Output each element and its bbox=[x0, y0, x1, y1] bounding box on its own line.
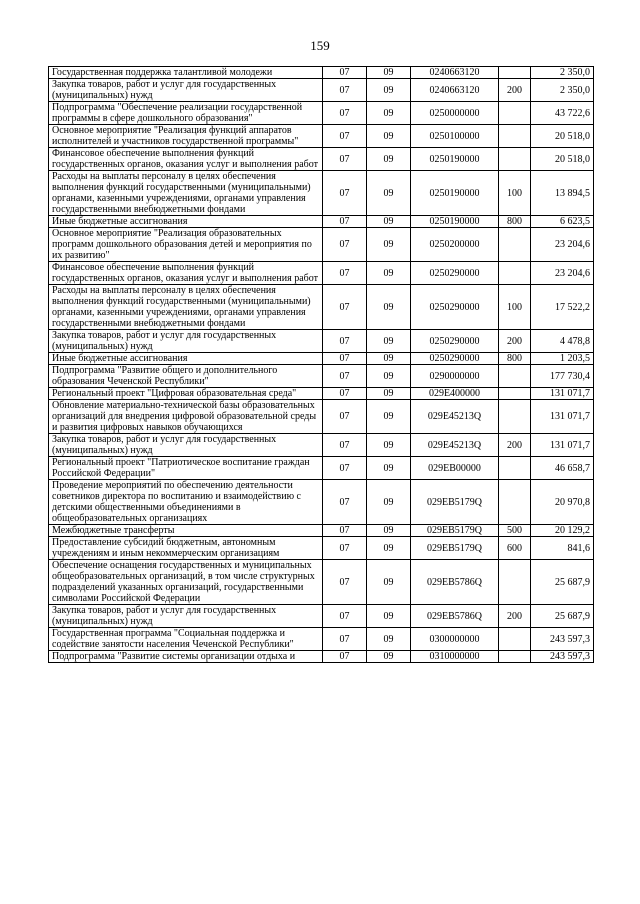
row-expense-type-cell: 500 bbox=[499, 525, 531, 537]
table-row bbox=[49, 400, 594, 434]
table-row bbox=[49, 125, 594, 148]
row-section-cell: 07 bbox=[323, 605, 367, 628]
row-target-code-cell: 029E45213Q bbox=[411, 434, 499, 457]
row-expense-type-cell bbox=[499, 400, 531, 434]
row-section-cell: 07 bbox=[323, 537, 367, 560]
row-subsection-cell: 09 bbox=[367, 651, 411, 663]
row-target-code-cell: 0250290000 bbox=[411, 330, 499, 353]
row-section-cell: 07 bbox=[323, 216, 367, 228]
row-subsection-cell: 09 bbox=[367, 171, 411, 216]
row-expense-type-cell bbox=[499, 102, 531, 125]
table-row bbox=[49, 216, 594, 228]
row-expense-type-cell: 200 bbox=[499, 330, 531, 353]
row-name-cell: Закупка товаров, работ и услуг для государственных (муниципальных) нужд bbox=[49, 330, 323, 353]
table-row bbox=[49, 148, 594, 171]
budget-table-body bbox=[49, 67, 594, 663]
row-amount-cell: 1 203,5 bbox=[531, 353, 594, 365]
row-name-cell: Подпрограмма "Развитие общего и дополнительного образования Чеченской Республики" bbox=[49, 365, 323, 388]
row-expense-type-cell bbox=[499, 628, 531, 651]
row-subsection-cell: 09 bbox=[367, 79, 411, 102]
row-section-cell: 07 bbox=[323, 365, 367, 388]
row-amount-cell: 2 350,0 bbox=[531, 79, 594, 102]
row-name-cell: Финансовое обеспечение выполнения функций государственных органов, оказания услуг и выполнения работ bbox=[49, 262, 323, 285]
row-expense-type-cell bbox=[499, 480, 531, 525]
row-name-cell: Региональный проект "Цифровая образовательная среда" bbox=[49, 388, 323, 400]
row-target-code-cell: 0250190000 bbox=[411, 216, 499, 228]
table-row bbox=[49, 67, 594, 79]
row-subsection-cell: 09 bbox=[367, 560, 411, 605]
row-expense-type-cell bbox=[499, 228, 531, 262]
row-subsection-cell: 09 bbox=[367, 216, 411, 228]
table-row bbox=[49, 262, 594, 285]
row-amount-cell: 43 722,6 bbox=[531, 102, 594, 125]
row-section-cell: 07 bbox=[323, 628, 367, 651]
row-section-cell: 07 bbox=[323, 480, 367, 525]
row-name-cell: Закупка товаров, работ и услуг для государственных (муниципальных) нужд bbox=[49, 434, 323, 457]
row-target-code-cell: 029EB5179Q bbox=[411, 525, 499, 537]
row-subsection-cell: 09 bbox=[367, 365, 411, 388]
row-expense-type-cell: 200 bbox=[499, 79, 531, 102]
row-name-cell: Иные бюджетные ассигнования bbox=[49, 353, 323, 365]
row-target-code-cell: 0310000000 bbox=[411, 651, 499, 663]
row-name-cell: Расходы на выплаты персоналу в целях обеспечения выполнения функций государственными (муниципальными) органами, казенными учреждениями, органами управления государственными внебюджетными фондами bbox=[49, 285, 323, 330]
row-subsection-cell: 09 bbox=[367, 434, 411, 457]
row-name-cell: Подпрограмма "Развитие системы организации отдыха и bbox=[49, 651, 323, 663]
row-section-cell: 07 bbox=[323, 525, 367, 537]
row-name-cell: Финансовое обеспечение выполнения функций государственных органов, оказания услуг и выполнения работ bbox=[49, 148, 323, 171]
row-amount-cell: 25 687,9 bbox=[531, 560, 594, 605]
row-target-code-cell: 0250190000 bbox=[411, 148, 499, 171]
row-target-code-cell: 029E400000 bbox=[411, 388, 499, 400]
row-expense-type-cell bbox=[499, 67, 531, 79]
row-amount-cell: 20 518,0 bbox=[531, 148, 594, 171]
row-section-cell: 07 bbox=[323, 228, 367, 262]
row-subsection-cell: 09 bbox=[367, 457, 411, 480]
table-row bbox=[49, 537, 594, 560]
row-target-code-cell: 029EB5786Q bbox=[411, 605, 499, 628]
row-name-cell: Основное мероприятие "Реализация образовательных программ дошкольного образования детей и мероприятия по их развитию" bbox=[49, 228, 323, 262]
row-target-code-cell: 0300000000 bbox=[411, 628, 499, 651]
row-amount-cell: 25 687,9 bbox=[531, 605, 594, 628]
table-row bbox=[49, 330, 594, 353]
row-expense-type-cell bbox=[499, 125, 531, 148]
row-expense-type-cell bbox=[499, 148, 531, 171]
row-expense-type-cell bbox=[499, 560, 531, 605]
table-row bbox=[49, 605, 594, 628]
row-target-code-cell: 0240663120 bbox=[411, 79, 499, 102]
row-name-cell: Государственная программа "Социальная поддержка и содействие занятости населения Чеченской Республики" bbox=[49, 628, 323, 651]
row-section-cell: 07 bbox=[323, 560, 367, 605]
row-target-code-cell: 0250190000 bbox=[411, 171, 499, 216]
row-subsection-cell: 09 bbox=[367, 125, 411, 148]
row-amount-cell: 841,6 bbox=[531, 537, 594, 560]
table-row bbox=[49, 102, 594, 125]
row-subsection-cell: 09 bbox=[367, 537, 411, 560]
row-section-cell: 07 bbox=[323, 400, 367, 434]
row-amount-cell: 243 597,3 bbox=[531, 628, 594, 651]
row-target-code-cell: 029EB00000 bbox=[411, 457, 499, 480]
row-subsection-cell: 09 bbox=[367, 388, 411, 400]
row-section-cell: 07 bbox=[323, 67, 367, 79]
row-amount-cell: 2 350,0 bbox=[531, 67, 594, 79]
row-amount-cell: 20 970,8 bbox=[531, 480, 594, 525]
row-amount-cell: 23 204,6 bbox=[531, 228, 594, 262]
row-amount-cell: 23 204,6 bbox=[531, 262, 594, 285]
row-subsection-cell: 09 bbox=[367, 525, 411, 537]
table-row bbox=[49, 171, 594, 216]
row-expense-type-cell bbox=[499, 651, 531, 663]
row-target-code-cell: 029E45213Q bbox=[411, 400, 499, 434]
row-subsection-cell: 09 bbox=[367, 102, 411, 125]
row-subsection-cell: 09 bbox=[367, 628, 411, 651]
row-amount-cell: 20 129,2 bbox=[531, 525, 594, 537]
row-section-cell: 07 bbox=[323, 102, 367, 125]
row-expense-type-cell: 100 bbox=[499, 285, 531, 330]
row-name-cell: Проведение мероприятий по обеспечению деятельности советников директора по воспитанию и взаимодействию с детскими общественными объединениями в общеобразовательных организациях bbox=[49, 480, 323, 525]
row-target-code-cell: 0250100000 bbox=[411, 125, 499, 148]
row-section-cell: 07 bbox=[323, 148, 367, 171]
table-row bbox=[49, 434, 594, 457]
row-section-cell: 07 bbox=[323, 285, 367, 330]
row-name-cell: Закупка товаров, работ и услуг для государственных (муниципальных) нужд bbox=[49, 79, 323, 102]
row-target-code-cell: 0250290000 bbox=[411, 285, 499, 330]
table-row bbox=[49, 628, 594, 651]
row-subsection-cell: 09 bbox=[367, 330, 411, 353]
budget-table bbox=[48, 66, 594, 663]
row-target-code-cell: 0290000000 bbox=[411, 365, 499, 388]
row-expense-type-cell: 200 bbox=[499, 434, 531, 457]
row-amount-cell: 6 623,5 bbox=[531, 216, 594, 228]
row-subsection-cell: 09 bbox=[367, 228, 411, 262]
row-subsection-cell: 09 bbox=[367, 262, 411, 285]
row-amount-cell: 177 730,4 bbox=[531, 365, 594, 388]
row-expense-type-cell: 100 bbox=[499, 171, 531, 216]
row-name-cell: Закупка товаров, работ и услуг для государственных (муниципальных) нужд bbox=[49, 605, 323, 628]
row-target-code-cell: 0240663120 bbox=[411, 67, 499, 79]
page-number: 159 bbox=[310, 38, 330, 53]
row-subsection-cell: 09 bbox=[367, 148, 411, 171]
row-amount-cell: 17 522,2 bbox=[531, 285, 594, 330]
row-expense-type-cell: 800 bbox=[499, 216, 531, 228]
row-name-cell: Обновление материально-технической базы образовательных организаций для внедрения цифровой образовательной среды и развития цифровых навыков обучающихся bbox=[49, 400, 323, 434]
row-amount-cell: 4 478,8 bbox=[531, 330, 594, 353]
row-section-cell: 07 bbox=[323, 125, 367, 148]
row-name-cell: Обеспечение оснащения государственных и муниципальных общеобразовательных организаций, в том числе структурных подразделений указанных организаций, государственными символами Российской Федерации bbox=[49, 560, 323, 605]
row-section-cell: 07 bbox=[323, 651, 367, 663]
row-name-cell: Подпрограмма "Обеспечение реализации государственной программы в сфере дошкольного образования" bbox=[49, 102, 323, 125]
table-row bbox=[49, 228, 594, 262]
row-amount-cell: 131 071,7 bbox=[531, 434, 594, 457]
row-name-cell: Государственная поддержка талантливой молодежи bbox=[49, 67, 323, 79]
row-section-cell: 07 bbox=[323, 79, 367, 102]
row-section-cell: 07 bbox=[323, 330, 367, 353]
row-amount-cell: 131 071,7 bbox=[531, 400, 594, 434]
row-expense-type-cell: 800 bbox=[499, 353, 531, 365]
row-expense-type-cell: 600 bbox=[499, 537, 531, 560]
row-name-cell: Расходы на выплаты персоналу в целях обеспечения выполнения функций государственными (муниципальными) органами, казенными учреждениями, органами управления государственными внебюджетными фондами bbox=[49, 171, 323, 216]
table-row bbox=[49, 480, 594, 525]
table-row bbox=[49, 457, 594, 480]
row-amount-cell: 13 894,5 bbox=[531, 171, 594, 216]
row-expense-type-cell: 200 bbox=[499, 605, 531, 628]
row-name-cell: Региональный проект "Патриотическое воспитание граждан Российской Федерации" bbox=[49, 457, 323, 480]
row-target-code-cell: 029EB5786Q bbox=[411, 560, 499, 605]
row-section-cell: 07 bbox=[323, 262, 367, 285]
row-subsection-cell: 09 bbox=[367, 400, 411, 434]
row-subsection-cell: 09 bbox=[367, 285, 411, 330]
table-row bbox=[49, 560, 594, 605]
table-row bbox=[49, 525, 594, 537]
row-section-cell: 07 bbox=[323, 171, 367, 216]
row-amount-cell: 243 597,3 bbox=[531, 651, 594, 663]
row-name-cell: Предоставление субсидий бюджетным, автономным учреждениям и иным некоммерческим организациям bbox=[49, 537, 323, 560]
row-amount-cell: 131 071,7 bbox=[531, 388, 594, 400]
table-row bbox=[49, 651, 594, 663]
row-subsection-cell: 09 bbox=[367, 605, 411, 628]
row-section-cell: 07 bbox=[323, 457, 367, 480]
row-amount-cell: 20 518,0 bbox=[531, 125, 594, 148]
row-target-code-cell: 029EB5179Q bbox=[411, 537, 499, 560]
row-name-cell: Межбюджетные трансферты bbox=[49, 525, 323, 537]
row-expense-type-cell bbox=[499, 365, 531, 388]
row-expense-type-cell bbox=[499, 388, 531, 400]
row-expense-type-cell bbox=[499, 457, 531, 480]
row-expense-type-cell bbox=[499, 262, 531, 285]
row-amount-cell: 46 658,7 bbox=[531, 457, 594, 480]
row-target-code-cell: 0250290000 bbox=[411, 353, 499, 365]
table-row bbox=[49, 388, 594, 400]
table-row bbox=[49, 285, 594, 330]
row-name-cell: Основное мероприятие "Реализация функций аппаратов исполнителей и участников государственной программы" bbox=[49, 125, 323, 148]
row-section-cell: 07 bbox=[323, 388, 367, 400]
row-target-code-cell: 029EB5179Q bbox=[411, 480, 499, 525]
row-subsection-cell: 09 bbox=[367, 67, 411, 79]
row-section-cell: 07 bbox=[323, 353, 367, 365]
row-target-code-cell: 0250000000 bbox=[411, 102, 499, 125]
table-row bbox=[49, 365, 594, 388]
row-name-cell: Иные бюджетные ассигнования bbox=[49, 216, 323, 228]
table-row bbox=[49, 79, 594, 102]
row-subsection-cell: 09 bbox=[367, 353, 411, 365]
row-target-code-cell: 0250290000 bbox=[411, 262, 499, 285]
row-target-code-cell: 0250200000 bbox=[411, 228, 499, 262]
row-section-cell: 07 bbox=[323, 434, 367, 457]
row-subsection-cell: 09 bbox=[367, 480, 411, 525]
table-row bbox=[49, 353, 594, 365]
